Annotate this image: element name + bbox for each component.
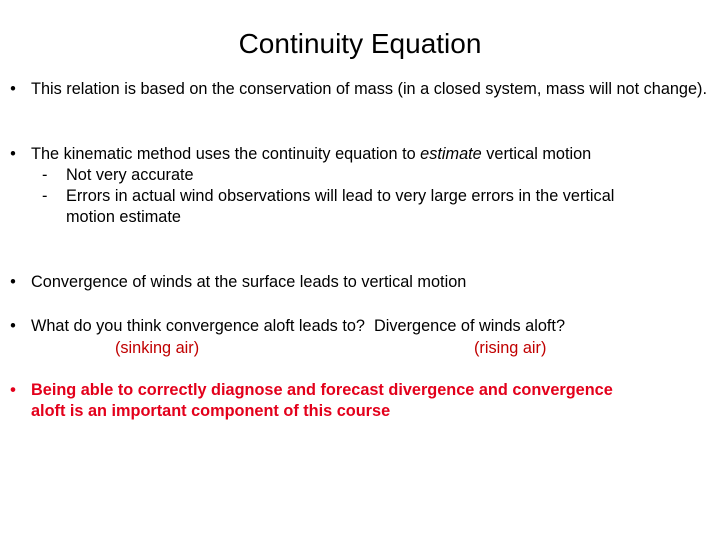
question-convergence: What do you think convergence aloft leads to? [31,317,365,335]
bullet-text: The kinematic method uses the continuity equation to estimate vertical motion [31,145,592,163]
answer-sinking-air: (sinking air) [115,339,200,357]
bullet-text: Convergence of winds at the surface leads to vertical motion [31,273,467,291]
subitem-wind-errors: - Errors in actual wind observations will lead to very large errors in the vertical motion estimate [42,187,615,226]
slide-title: Continuity Equation [238,28,482,59]
question-divergence: Divergence of winds aloft? [374,317,566,335]
bullet-text: This relation is based on the conservation of mass (in a closed system, mass will not change). [31,80,707,98]
answer-rising-air: (rising air) [474,339,547,357]
bullet-marker: • [10,80,16,98]
bullet-text [31,316,713,337]
bullet-marker: • [10,273,16,291]
subitem-not-accurate: - Not very accurate [42,166,194,184]
bullet-marker: • [10,145,16,163]
emphasis-estimate: estimate [420,145,482,163]
bullet-text: Being able to correctly diagnose and forecast divergence and convergence aloft is an important component of this course [31,381,613,420]
bullet-marker: • [10,381,16,399]
bullet-marker: • [10,317,16,335]
